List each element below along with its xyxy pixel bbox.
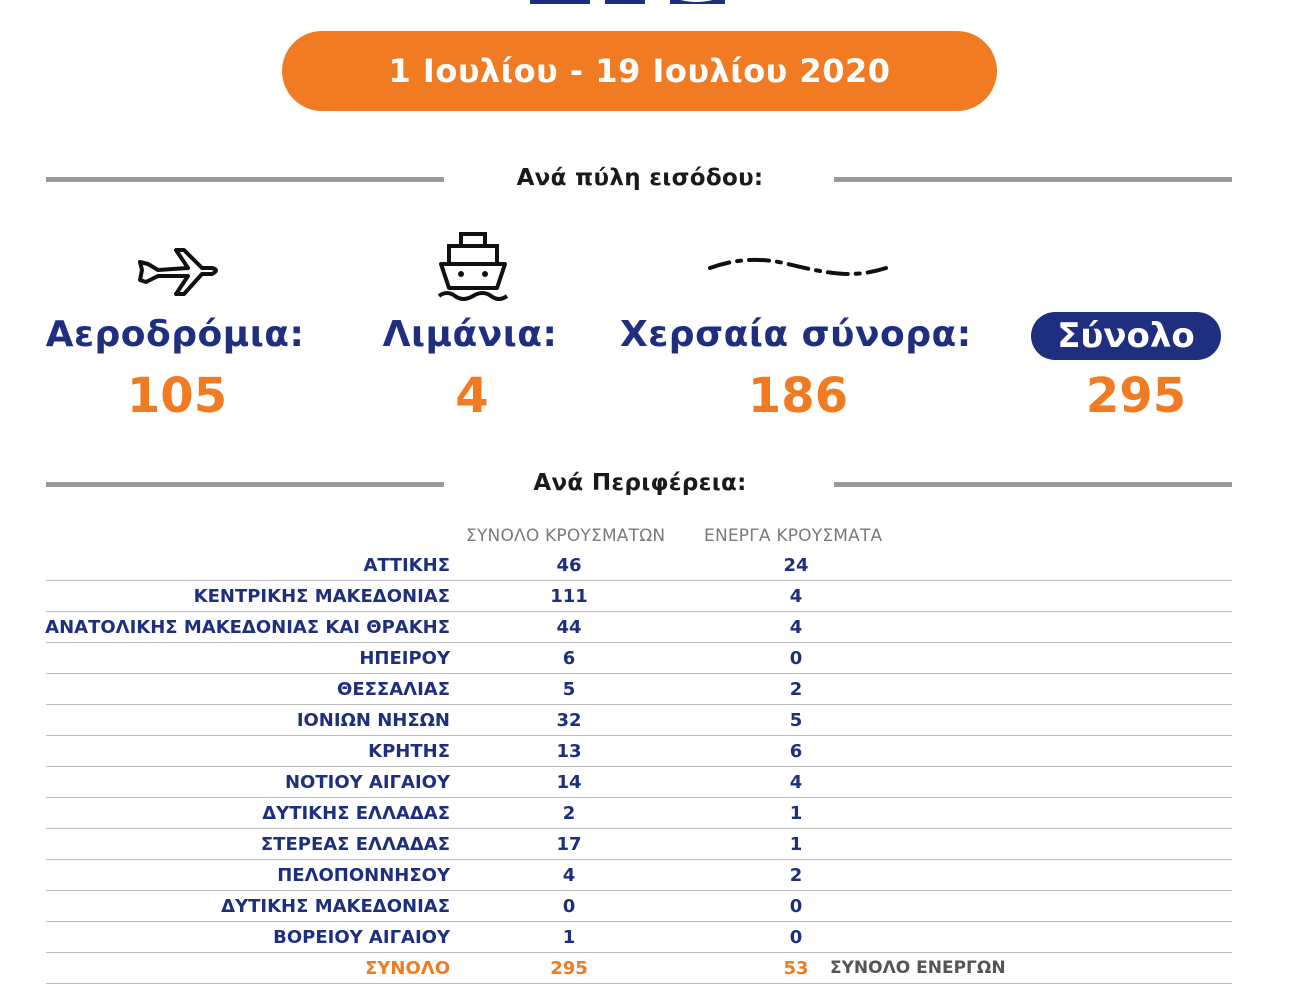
gate-value-airports: 105	[126, 368, 228, 424]
date-range-text: 1 Ιουλίου - 19 Ιουλίου 2020	[388, 52, 891, 90]
region-name: ΠΕΛΟΠΟΝΝΗΣΟΥ	[277, 865, 450, 886]
region-total-cases: 13	[556, 741, 582, 762]
region-total-cases: 32	[556, 710, 582, 731]
section-rule-left	[46, 177, 444, 182]
gate-value-land-borders: 186	[747, 368, 849, 424]
region-active-cases: 4	[789, 586, 803, 607]
region-name: ΑΝΑΤΟΛΙΚΗΣ ΜΑΚΕΔΟΝΙΑΣ ΚΑΙ ΘΡΑΚΗΣ	[45, 617, 450, 638]
region-name: ΑΤΤΙΚΗΣ	[363, 555, 450, 576]
column-header-total-cases: ΣΥΝΟΛΟ ΚΡΟΥΣΜΑΤΩΝ	[466, 526, 666, 546]
table-row	[46, 550, 1232, 581]
ship-icon	[437, 230, 509, 302]
region-name: ΘΕΣΣΑΛΙΑΣ	[337, 679, 450, 700]
airplane-icon	[136, 240, 220, 300]
region-active-cases: 0	[789, 927, 803, 948]
region-name: ΝΟΤΙΟΥ ΑΙΓΑΙΟΥ	[284, 772, 450, 793]
border-line-icon	[708, 250, 888, 290]
region-total-cases: 2	[562, 803, 576, 824]
table-row	[46, 581, 1232, 612]
region-table	[46, 550, 1232, 984]
region-active-cases: 4	[789, 617, 803, 638]
gate-value-ports: 4	[455, 368, 489, 424]
region-active-cases: 6	[789, 741, 803, 762]
table-row	[46, 612, 1232, 643]
region-active-cases: 2	[789, 679, 803, 700]
region-total-cases: 0	[562, 896, 576, 917]
region-name: ΚΡΗΤΗΣ	[368, 741, 450, 762]
total-badge-label: Σύνολο	[1057, 316, 1195, 356]
region-total-cases: 46	[556, 555, 582, 576]
region-total-cases: 14	[556, 772, 582, 793]
region-name: ΗΠΕΙΡΟΥ	[359, 648, 450, 669]
region-total-cases: 1	[562, 927, 576, 948]
table-row	[46, 705, 1232, 736]
total-badge	[1031, 312, 1221, 360]
region-section-title: Ανά Περιφέρεια:	[533, 470, 747, 496]
table-row	[46, 891, 1232, 922]
table-row	[46, 674, 1232, 705]
column-header-active-cases: ΕΝΕΡΓΑ ΚΡΟΥΣΜΑΤΑ	[704, 526, 883, 546]
region-active-cases: 0	[789, 648, 803, 669]
gate-label-ports: Λιμάνια:	[382, 314, 558, 355]
table-row	[46, 798, 1232, 829]
region-active-cases: 2	[789, 865, 803, 886]
region-total-cases: 4	[562, 865, 576, 886]
table-row	[46, 736, 1232, 767]
region-active-cases: 24	[783, 555, 809, 576]
region-active-cases: 0	[789, 896, 803, 917]
region-name: ΙΟΝΙΩΝ ΝΗΣΩΝ	[296, 710, 450, 731]
section-rule-right	[834, 177, 1232, 182]
region-active-cases: 4	[789, 772, 803, 793]
region-name: ΔΥΤΙΚΗΣ ΜΑΚΕΔΟΝΙΑΣ	[221, 896, 450, 917]
gate-section-title: Ανά πύλη εισόδου:	[516, 165, 764, 191]
region-name: ΔΥΤΙΚΗΣ ΕΛΛΑΔΑΣ	[262, 803, 450, 824]
section-rule-left	[46, 482, 444, 487]
table-row	[46, 829, 1232, 860]
cropped-heading-fragment	[520, 0, 760, 6]
region-total-cases: 44	[556, 617, 582, 638]
region-name: ΚΕΝΤΡΙΚΗΣ ΜΑΚΕΔΟΝΙΑΣ	[193, 586, 450, 607]
gate-label-airports: Αεροδρόμια:	[45, 314, 305, 355]
summary-row	[46, 953, 1232, 984]
summary-active-label: ΣΥΝΟΛΟ ΕΝΕΡΓΩΝ	[830, 958, 1006, 978]
summary-active-cases: 53	[783, 958, 809, 979]
region-active-cases: 1	[789, 803, 803, 824]
gate-label-land-borders: Χερσαία σύνορα:	[620, 314, 972, 355]
region-name: ΣΤΕΡΕΑΣ ΕΛΛΑΔΑΣ	[260, 834, 450, 855]
table-row	[46, 643, 1232, 674]
section-rule-right	[834, 482, 1232, 487]
table-row	[46, 922, 1232, 953]
region-active-cases: 1	[789, 834, 803, 855]
table-row	[46, 860, 1232, 891]
region-total-cases: 111	[550, 586, 588, 607]
summary-total-cases: 295	[550, 958, 588, 979]
region-total-cases: 17	[556, 834, 582, 855]
table-row	[46, 767, 1232, 798]
region-name: ΒΟΡΕΙΟΥ ΑΙΓΑΙΟΥ	[273, 927, 450, 948]
date-range-banner	[282, 31, 997, 111]
gate-value-total: 295	[1085, 368, 1187, 424]
summary-label: ΣΥΝΟΛΟ	[365, 958, 450, 979]
region-total-cases: 6	[562, 648, 576, 669]
region-active-cases: 5	[789, 710, 803, 731]
region-total-cases: 5	[562, 679, 576, 700]
